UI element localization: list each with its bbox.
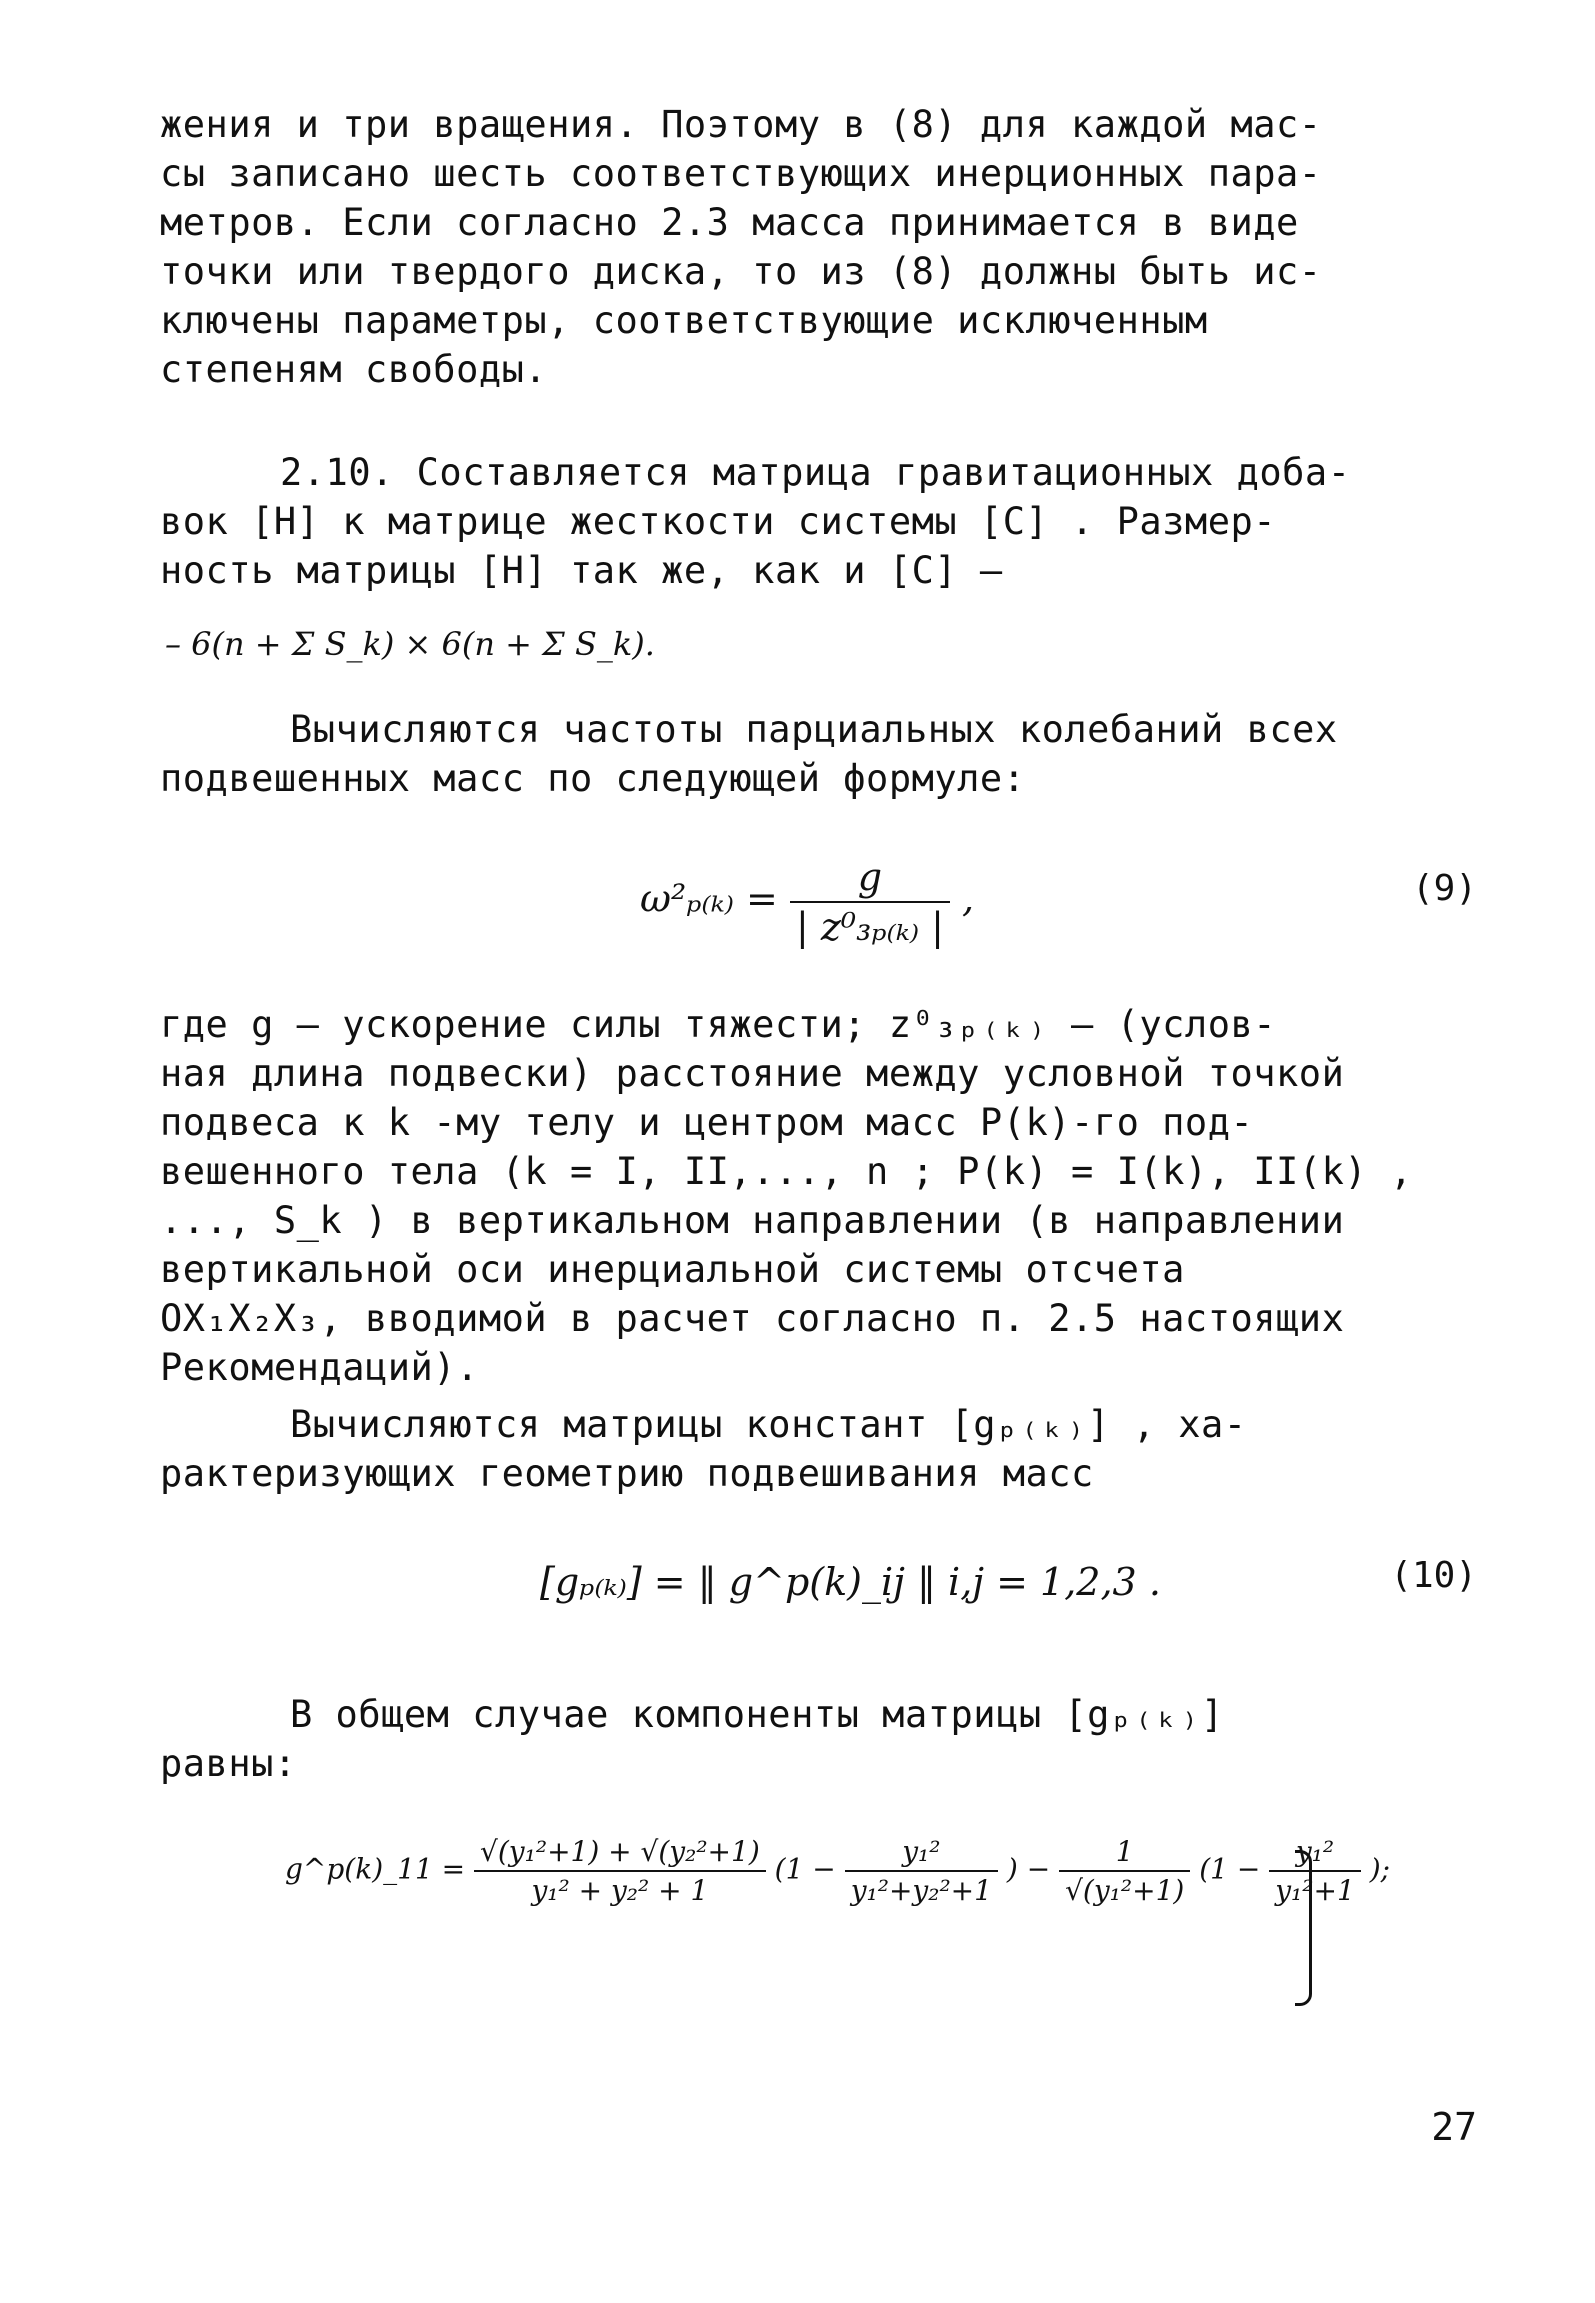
g11-mid-2: ) − xyxy=(1006,1852,1051,1886)
text-line: ность матрицы [H] так же, как и [C] – xyxy=(160,549,1003,592)
g11-num-4: y₁² xyxy=(1269,1835,1361,1872)
equation-g11 xyxy=(285,1835,1390,1907)
text-line: вок [H] к матрице жесткости системы [C] . Размер- xyxy=(160,500,1277,543)
g11-fraction-2 xyxy=(845,1835,998,1907)
text-line: ..., S_k ) в вертикальном направлении (в направлении xyxy=(160,1199,1345,1242)
equation-9-number: (9) xyxy=(1411,868,1477,909)
paragraph-5 xyxy=(160,1400,1480,1498)
g11-num-2: y₁² xyxy=(845,1835,998,1872)
text-line: точки или твердого диска, то из (8) должны быть ис- xyxy=(160,250,1322,293)
text-line: равны: xyxy=(160,1742,297,1785)
text-line: Вычисляются матрицы констант [gₚ₍ₖ₎] , ха- xyxy=(290,1403,1247,1446)
text-line: метров. Если согласно 2.3 масса принимается в виде xyxy=(160,201,1299,244)
paragraph-4 xyxy=(160,1000,1480,1392)
dimension-formula: – 6(n + Σ S_k) × 6(n + Σ S_k). xyxy=(165,625,655,663)
text-line: ная длина подвески) расстояние между условной точкой xyxy=(160,1052,1345,1095)
text-line: OX₁X₂X₃, вводимой в расчет согласно п. 2.5 настоящих xyxy=(160,1297,1345,1340)
g11-fraction-4 xyxy=(1269,1835,1361,1907)
text-line: сы записано шесть соответствующих инерционных пара- xyxy=(160,152,1322,195)
paragraph-2 xyxy=(160,448,1480,595)
g11-fraction-3 xyxy=(1059,1835,1190,1907)
equation-10: [gₚ₍ₖ₎] = ‖ g^p(k)_ij ‖ i,j = 1,2,3 . xyxy=(540,1560,1161,1604)
g11-den-2: y₁²+y₂²+1 xyxy=(850,1874,992,1907)
text-line: 2.10. Составляется матрица гравитационных доба- xyxy=(280,451,1351,494)
text-line: Рекомендаций). xyxy=(160,1346,479,1389)
paragraph-1 xyxy=(160,100,1480,394)
page-number: 27 xyxy=(1431,2105,1477,2149)
text-line: вертикальной оси инерциальной системы отсчета xyxy=(160,1248,1185,1291)
text-line: вешенного тела (k = I, II,..., n ; P(k) = I(k), II(k) , xyxy=(160,1150,1413,1193)
g11-mid-1: (1 − xyxy=(774,1852,836,1886)
eq9-fraction xyxy=(790,855,950,949)
g11-end: ); xyxy=(1369,1852,1391,1886)
paragraph-3 xyxy=(160,705,1480,803)
g11-lhs: g^p(k)_11 = xyxy=(285,1852,466,1886)
text-line: рактеризующих геометрию подвешивания масс xyxy=(160,1452,1094,1495)
eq9-denominator: | z⁰₃ₚ₍ₖ₎ | xyxy=(795,905,944,949)
g11-fraction-1 xyxy=(474,1835,766,1907)
g11-den-4: y₁²+1 xyxy=(1275,1874,1355,1907)
text-line: подвеса к k -му телу и центром масс P(k)-го под- xyxy=(160,1101,1254,1144)
text-line: степеням свободы. xyxy=(160,348,548,391)
equation-10-number: (10) xyxy=(1390,1555,1477,1596)
eq9-numerator: g xyxy=(790,855,950,903)
text-line: подвешенных масс по следующей формуле: xyxy=(160,757,1026,800)
g11-num-3: 1 xyxy=(1059,1835,1190,1872)
right-brace xyxy=(1295,1850,1312,2006)
text-line: где g – ускорение силы тяжести; z⁰₃ₚ₍ₖ₎ – (услов- xyxy=(160,1003,1277,1046)
equation-9: ω²ₚ₍ₖ₎ = $\frac{g}{\text{| z⁰₃ₚ₍ₖ₎ |}}$ , xyxy=(640,855,975,949)
g11-mid-3: (1 − xyxy=(1199,1852,1261,1886)
g11-den-1: y₁² + y₂² + 1 xyxy=(531,1874,709,1907)
g11-den-3: √(y₁²+1) xyxy=(1065,1874,1185,1907)
paragraph-6 xyxy=(160,1690,1480,1788)
text-line: В общем случае компоненты матрицы [gₚ₍ₖ₎] xyxy=(290,1693,1224,1736)
g11-num-1: √(y₁²+1) + √(y₂²+1) xyxy=(474,1835,766,1872)
text-line: Вычисляются частоты парциальных колебаний всех xyxy=(290,708,1338,751)
eq9-lhs: ω²ₚ₍ₖ₎ = xyxy=(640,876,778,921)
text-line: ключены параметры, соответствующие исключенным xyxy=(160,299,1208,342)
text-line: жения и три вращения. Поэтому в (8) для каждой мас- xyxy=(160,103,1322,146)
